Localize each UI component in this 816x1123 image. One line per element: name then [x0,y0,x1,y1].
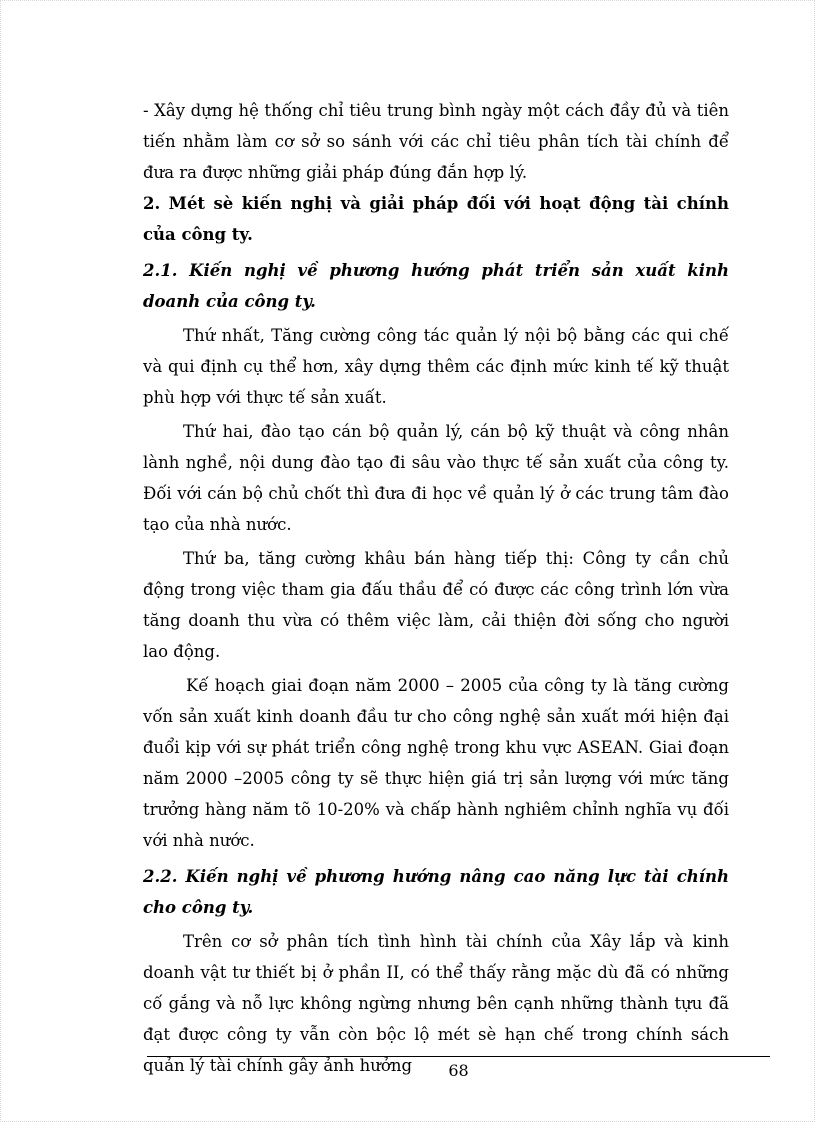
paragraph-financial-analysis: Trên cơ sở phân tích tình hình tài chính của Xây lắp và kinh doanh vật tư thiết bị ở phần II, có thể thấy rằng mặc dù đã có những cố gắng và nỗ lực không ngừng nhưng bên cạnh những thành tựu đã đạt được công ty vẫn còn bộc lộ mét sè hạn chế trong chính sách quản lý tài chính gây ảnh hưởng [143,932,729,1075]
section-heading-2: 2. Mét sè kiến nghị và giải pháp đối với hoạt động tài chính của công ty. [143,194,729,244]
document-body [143,95,729,1081]
paragraph-third-point: Thứ ba, tăng cường khâu bán hàng tiếp thị: Công ty cần chủ động trong việc tham gia đấu thầu để có được các công trình lớn vừa tăng doanh thu vừa có thêm việc làm, cải thiện đời sống cho người lao động. [143,549,729,661]
paragraph-indicator-system: - Xây dựng hệ thống chỉ tiêu trung bình ngày một cách đầy đủ và tiên tiến nhằm làm cơ sở so sánh với các chỉ tiêu phân tích tài chính để đưa ra được những giải pháp đúng đắn hợp lý. [143,101,729,182]
subsection-heading-2-2: 2.2. Kiến nghị về phương hướng nâng cao năng lực tài chính cho công ty. [143,867,729,917]
paragraph-second-point: Thứ hai, đào tạo cán bộ quản lý, cán bộ kỹ thuật và công nhân lành nghề, nội dung đào tạo đi sâu vào thực tế sản xuất của công ty. Đối với cán bộ chủ chốt thì đưa đi học về quản lý ở các trung tâm đào tạo của nhà nước. [143,422,729,534]
paragraph-plan-2000-2005: Kế hoạch giai đoạn năm 2000 – 2005 của công ty là tăng cường vốn sản xuất kinh doanh đầu tư cho công nghệ sản xuất mới hiện đại đuổi kịp với sự phát triển công nghệ trong khu vực ASEAN. Giai đoạn năm 2000 –2005 công ty sẽ thực hiện giá trị sản lượng với mức tăng trưởng hàng năm tõ 10-20% và chấp hành nghiêm chỉnh nghĩa vụ đối với nhà nước. [143,676,729,850]
paragraph-first-point: Thứ nhất, Tăng cường công tác quản lý nội bộ bằng các qui chế và qui định cụ thể hơn, xây dựng thêm các định mức kinh tế kỹ thuật phù hợp với thực tế sản xuất. [143,326,729,407]
page-number: 68 [448,1061,469,1080]
subsection-heading-2-1: 2.1. Kiến nghị về phương hướng phát triển sản xuất kinh doanh của công ty. [143,261,729,311]
footer-divider [147,1056,770,1057]
